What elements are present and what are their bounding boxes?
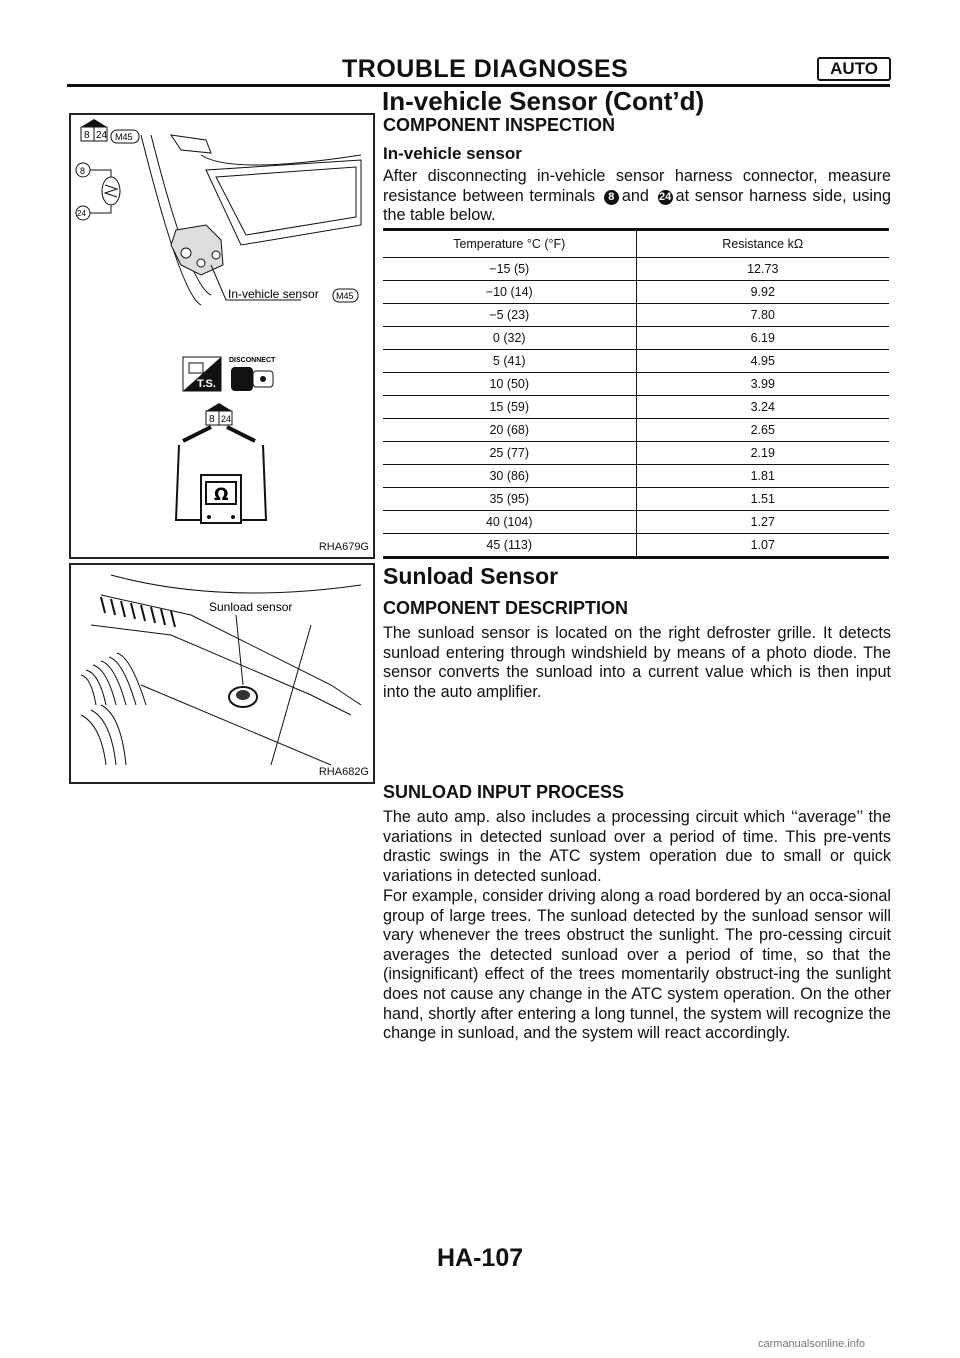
component-description-heading: COMPONENT DESCRIPTION	[383, 598, 629, 618]
svg-text:T.S.: T.S.	[197, 378, 216, 390]
component-inspection-heading: COMPONENT INSPECTION	[383, 115, 616, 135]
section-badge: AUTO	[817, 57, 891, 81]
table-header-row	[383, 230, 889, 258]
svg-text:24: 24	[77, 209, 86, 218]
table-row	[383, 304, 889, 327]
watermark: carmanualsonline.info	[758, 1338, 866, 1350]
table-row	[383, 511, 889, 534]
resistance-cell: 1.81	[636, 465, 889, 488]
table-row	[383, 534, 889, 558]
table-row	[383, 419, 889, 442]
temperature-cell: 20 (68)	[383, 419, 636, 442]
temperature-cell: 25 (77)	[383, 442, 636, 465]
resistance-cell: 3.24	[636, 396, 889, 419]
in-vehicle-sensor-body	[171, 225, 223, 275]
resistance-table	[383, 228, 889, 559]
resistance-cell: 1.07	[636, 534, 889, 558]
temperature-cell: 35 (95)	[383, 488, 636, 511]
sunload-sensor-illustration	[71, 565, 373, 782]
resistance-cell: 2.65	[636, 419, 889, 442]
table-row	[383, 281, 889, 304]
figure-code: RHA679G	[318, 541, 369, 553]
temperature-cell: −15 (5)	[383, 258, 636, 281]
resistance-cell: 6.19	[636, 327, 889, 350]
temperature-cell: 45 (113)	[383, 534, 636, 558]
table-row	[383, 258, 889, 281]
temperature-cell: 5 (41)	[383, 350, 636, 373]
sunload-sensor-heading: Sunload Sensor	[383, 563, 559, 589]
table-row	[383, 442, 889, 465]
terminal-8-badge: 8	[604, 190, 619, 205]
svg-text:24: 24	[96, 130, 108, 141]
inspection-paragraph: After disconnecting in-vehicle sensor harness connector, measure resistance between terminals 8 and 24 at sensor harness side, using the table below.	[383, 167, 892, 225]
connector-icon	[81, 119, 107, 127]
in-vehicle-sensor-illustration	[71, 115, 373, 557]
resistance-cell: 1.27	[636, 511, 889, 534]
sunload-process-text-2: For example, consider driving along a road bordered by an occa-sional group of large trees. The sunload detected by the sunload sensor will vary whenever the trees obstruct the sunlight. The pro-cessing circuit averages the detected sunload over a period of time, so that the (insignificant) effect of the trees momentarily obstruct-ing the sunlight does not cause any change in the ATC system operation. On the other hand, shortly after entering a long tunnel, the system will recognize the change in sunload, and the system will react accordingly.	[383, 887, 891, 1043]
temperature-cell: 40 (104)	[383, 511, 636, 534]
svg-text:8: 8	[209, 414, 215, 425]
table-row	[383, 327, 889, 350]
column-header-temperature: Temperature °C (°F)	[383, 230, 636, 258]
svg-text:In-vehicle sensor: In-vehicle sensor	[228, 287, 319, 301]
table-row	[383, 396, 889, 419]
temperature-cell: 15 (59)	[383, 396, 636, 419]
table-row	[383, 488, 889, 511]
in-vehicle-sensor-figure	[69, 113, 375, 559]
temperature-cell: −5 (23)	[383, 304, 636, 327]
temperature-cell: 0 (32)	[383, 327, 636, 350]
resistance-cell: 1.51	[636, 488, 889, 511]
sunload-process-text-1: The auto amp. also includes a processing circuit which ‘‘average’’ the variations in detected sunload over a period of time. This pre-vents drastic swings in the ATC system operation due to small or quick variations in detected sunload.	[383, 808, 891, 885]
svg-text:8: 8	[84, 130, 90, 141]
resistance-cell: 9.92	[636, 281, 889, 304]
page-header-title: TROUBLE DIAGNOSES	[342, 55, 629, 83]
resistance-cell: 7.80	[636, 304, 889, 327]
in-vehicle-sensor-subheading: In-vehicle sensor	[383, 144, 522, 163]
svg-text:24: 24	[221, 414, 232, 424]
svg-text:DISCONNECT: DISCONNECT	[229, 357, 276, 364]
sunload-input-process-heading: SUNLOAD INPUT PROCESS	[383, 782, 625, 802]
page-number: HA-107	[437, 1244, 524, 1272]
table-row	[383, 350, 889, 373]
temperature-cell: −10 (14)	[383, 281, 636, 304]
resistance-cell: 3.99	[636, 373, 889, 396]
resistance-cell: 12.73	[636, 258, 889, 281]
svg-text:M45: M45	[336, 291, 354, 301]
svg-text:Sunload sensor: Sunload sensor	[209, 600, 293, 614]
temperature-cell: 30 (86)	[383, 465, 636, 488]
svg-text:Ω: Ω	[214, 485, 229, 505]
temperature-cell: 10 (50)	[383, 373, 636, 396]
figure-code: RHA682G	[318, 766, 369, 778]
component-description-text: The sunload sensor is located on the right defroster grille. It detects sunload entering through windshield by means of a photo diode. The sensor converts the sunload into a current value which is then input into the auto amplifier.	[383, 624, 891, 701]
disconnect-plug-icon	[231, 367, 253, 391]
svg-text:8: 8	[80, 166, 86, 176]
column-header-resistance: Resistance kΩ	[636, 230, 889, 258]
table-row	[383, 373, 889, 396]
resistance-cell: 2.19	[636, 442, 889, 465]
page-subtitle: In-vehicle Sensor (Cont’d)	[382, 86, 705, 116]
table-row	[383, 465, 889, 488]
sunload-sensor-figure	[69, 563, 375, 784]
resistance-cell: 4.95	[636, 350, 889, 373]
terminal-24-badge: 24	[658, 190, 672, 203]
svg-text:M45: M45	[115, 132, 133, 142]
